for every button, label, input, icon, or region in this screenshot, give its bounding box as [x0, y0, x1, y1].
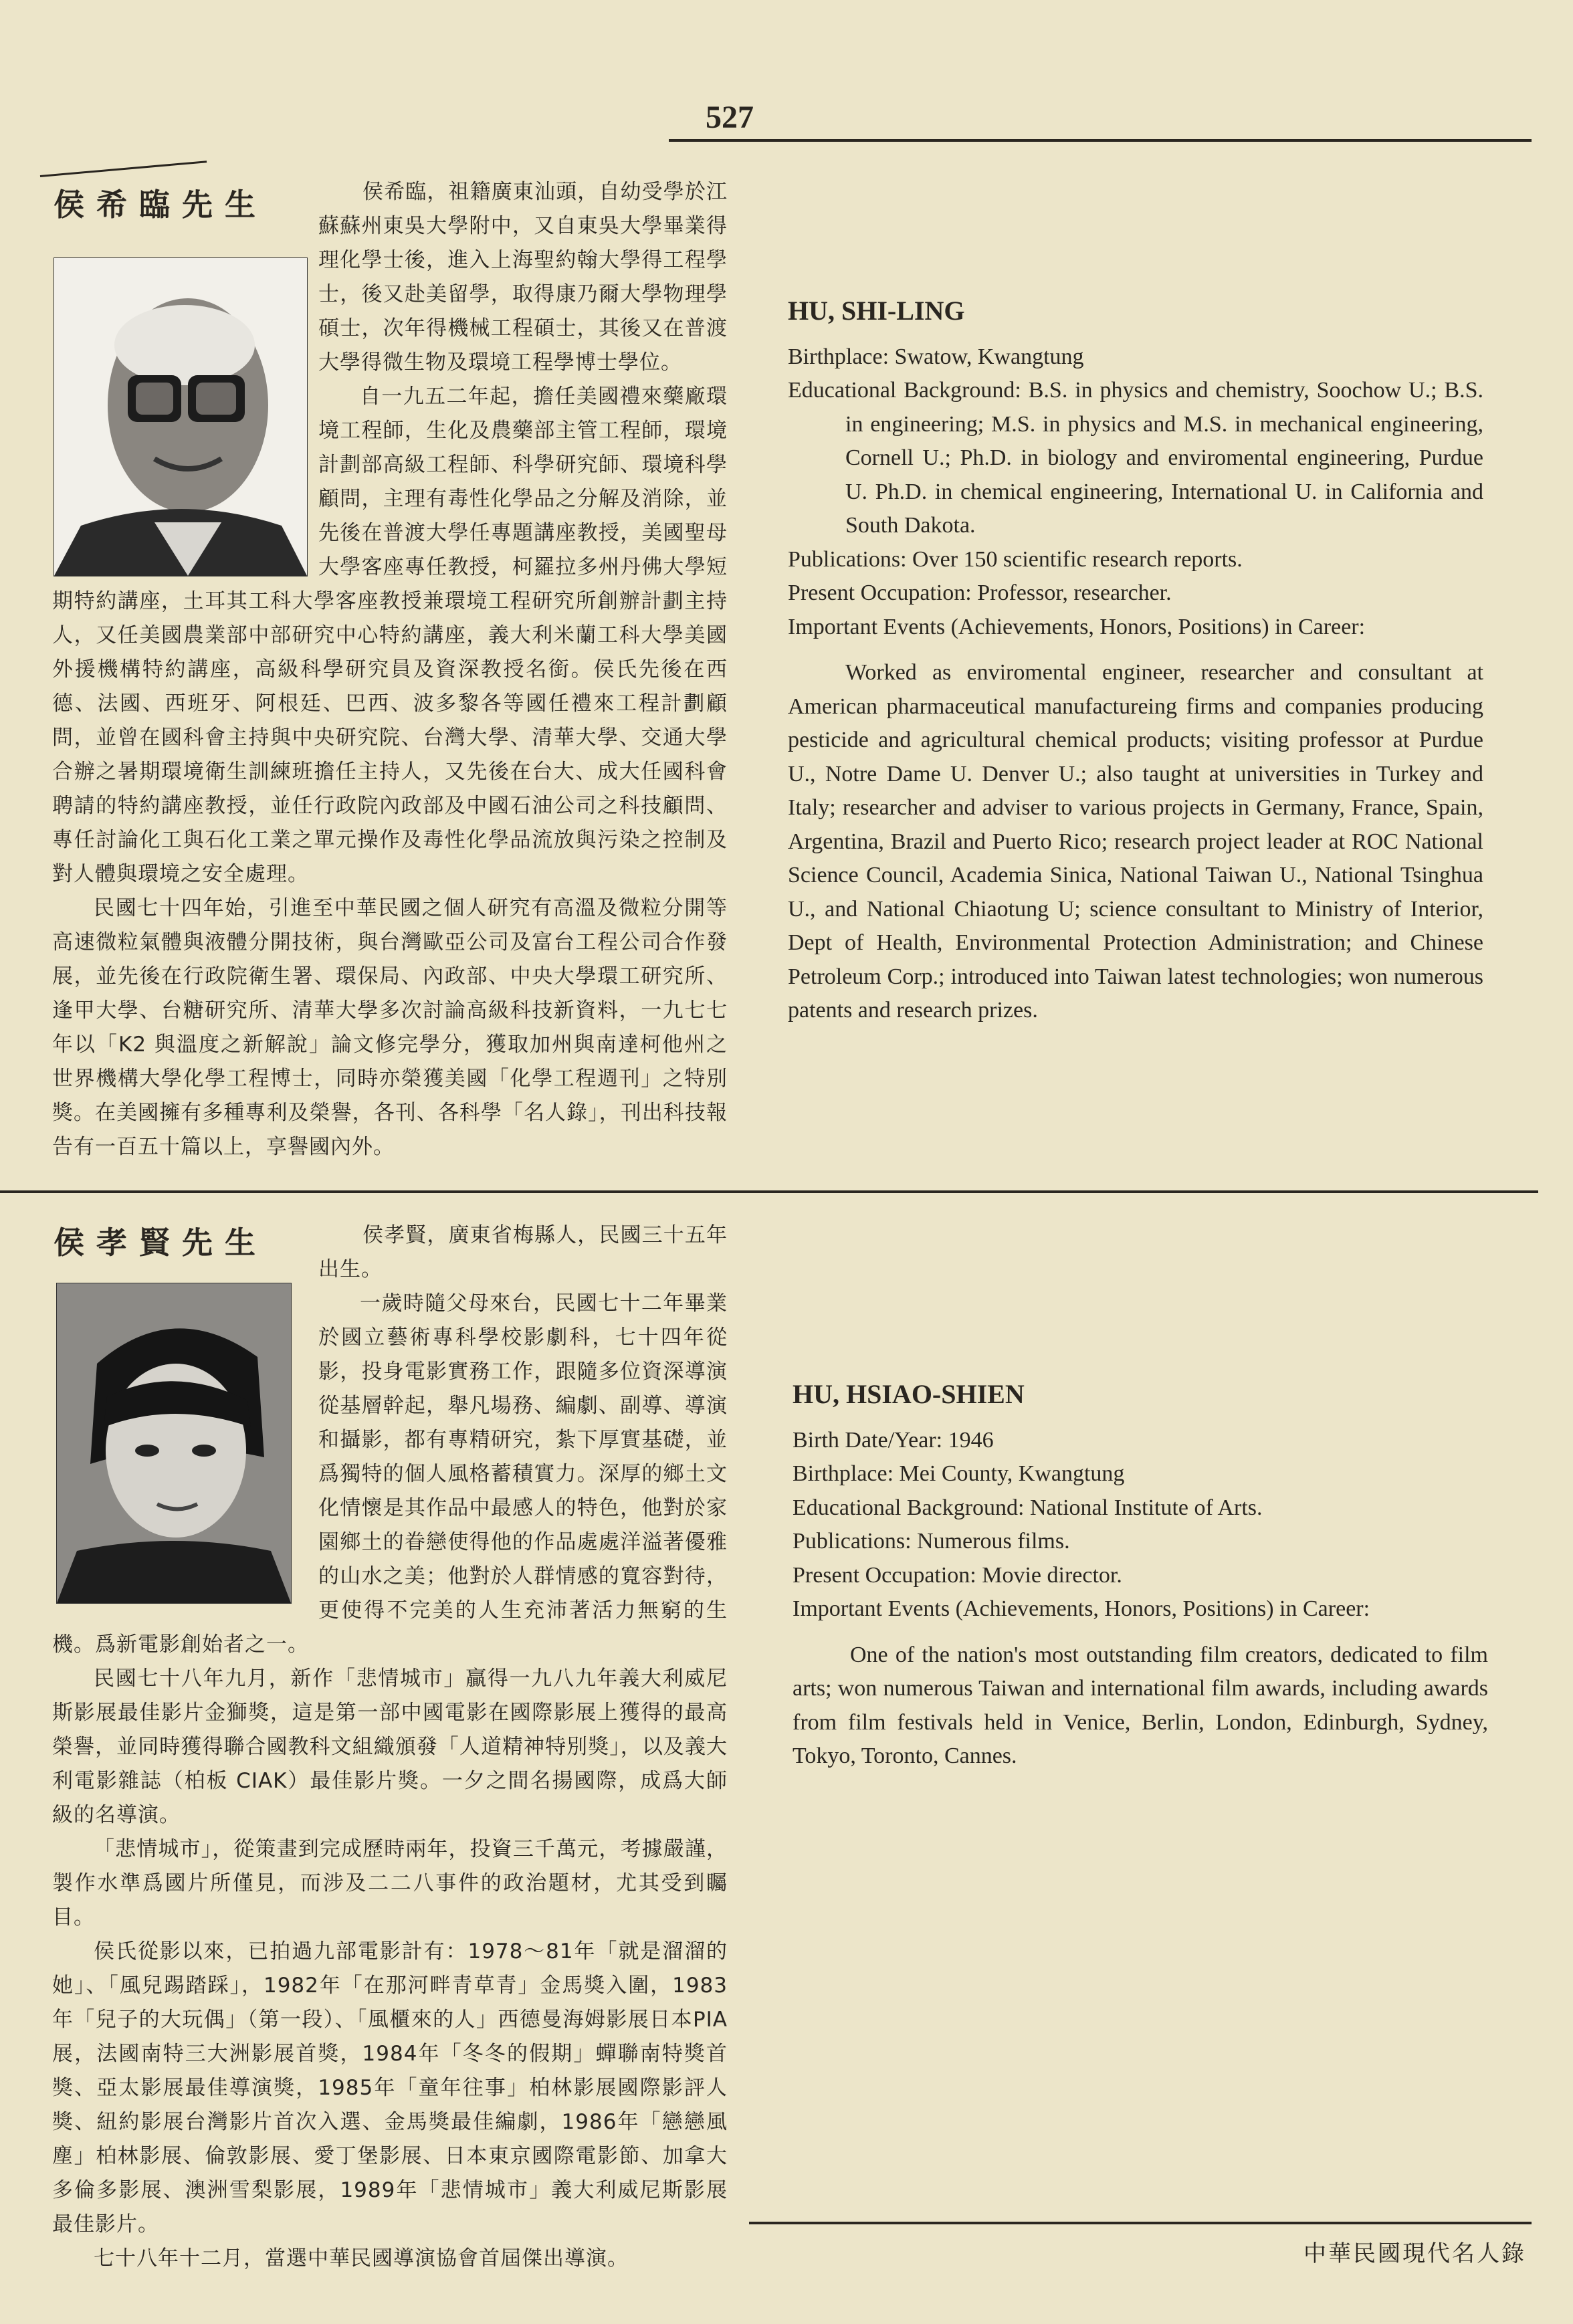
entry1-bio-p2: 自一九五二年起，擔任美國禮來藥廠環境工程師，生化及農藥部主管工程師，環境計劃部高級工程師、科學研究師、環境科學顧問，主理有毒性化學品之分解及消除，並先後在普渡大學任專題講座教授，美國聖母大學客座專任教授，柯羅拉多州丹佛大學短期特約講座，土耳其工科大學客座教授兼環境工程研究所創辦計劃主持人，又任美國農業部中部研究中心特約講座，義大利米蘭工科大學美國外援機構特約講座，高級科學研究員及資深教授名銜。侯氏先後在西德、法國、西班牙、阿根廷、巴西、波多黎各等國任禮來工程計劃顧問，並曾在國科會主持與中央研究院、台灣大學、清華大學、交通大學合辦之暑期環境衛生訓練班擔任主持人，又先後在台大、成大任國科會聘請的特約講座教授，並任行政院內政部及中國石油公司之科技顧問、專任討論化工與石化工業之單元操作及毒性化學品流放與污染之控制及對人體與環境之安全處理。 [52, 385, 728, 886]
page-number: 527 [706, 100, 754, 135]
entry2-education: Educational Background: National Institute of Arts. [793, 1495, 1263, 1520]
entry1-birthplace: Birthplace: Swatow, Kwangtung [788, 344, 1084, 369]
entry1-name-zh: 侯希臨先生 [54, 187, 268, 223]
entry2-bio-p2: 一歲時隨父母來台，民國七十二年畢業於國立藝術專科學校影劇科，七十四年從影，投身電影實務工作，跟隨多位資深導演從基層幹起，舉凡場務、編劇、副導、導演和攝影，都有專精研究，紮下厚實基礎，並爲獨特的個人風格蓄積實力。深厚的鄉土文化情懷是其作品中最感人的特色，他對於家園鄉土的眷戀使得他的作品處處洋溢著優雅的山水之美；他對於人群情感的寬容對待，更使得不完美的人生充沛著活力無窮的生機。爲新電影創始者之一。 [52, 1291, 728, 1657]
entry1-bio-p1: 侯希臨，祖籍廣東汕頭，自幼受學於江蘇蘇州東吳大學附中，又自東吳大學畢業得理化學士後，進入上海聖約翰大學得工程學士，後又赴美留學，取得康乃爾大學物理學碩士，次年得機械工程碩士，其後又在普渡大學得微生物及環境工程學博士學位。 [318, 180, 728, 375]
entry2-occupation: Present Occupation: Movie director. [793, 1562, 1122, 1588]
entry1-bio-p3: 民國七十四年始，引進至中華民國之個人研究有高溫及微粒分開等高速微粒氣體與液體分開技術，與台灣歐亞公司及富台工程公司合作發展，並先後在行政院衛生署、環保局、內政部、中央大學環工研究所、逢甲大學、台糖研究所、清華大學多次討論高級科技新資料，一九七七年以「K2 與溫度之新解說」論文修完學分，獲取加州與南達柯他州之世界機構大學化學工程博士，同時亦榮獲美國「化學工程週刊」之特別獎。在美國擁有多種專利及榮譽，各刊、各科學「名人錄」，刊出科技報告有一百五十篇以上，享譽國內外。 [52, 896, 728, 1159]
photo-float-spacer [52, 175, 318, 576]
entry2-bio-zh [52, 1219, 728, 2270]
entry2-bio-p4: 「悲情城市」，從策畫到完成歷時兩年，投資三千萬元，考據嚴謹，製作水準爲國片所僅見，而涉及二二八事件的政治題材，尤其受到矚目。 [52, 1837, 728, 1929]
entry2-bio-p5: 侯氏從影以來，已拍過九部電影計有：1978～81年「就是溜溜的她」、「風兒踢踏踩」，1982年「在那河畔青草青」金馬獎入圍，1983年「兒子的大玩偶」（第一段）、「風櫃來的人」西德曼海姆影展日本PIA展，法國南特三大洲影展首獎，1984年「冬冬的假期」蟬聯南特獎首獎、亞太影展最佳導演獎，1985年「童年往事」柏林影展國際影評人獎、紐約影展台灣影片首次入選、金馬獎最佳編劇，1986年「戀戀風塵」柏林影展、倫敦影展、愛丁堡影展、日本東京國際電影節、加拿大多倫多影展、澳洲雪梨影展，1989年「悲情城市」義大利威尼斯影展最佳影片。 [52, 1939, 728, 2236]
footer-book-title: 中華民國現代名人錄 [1303, 2240, 1526, 2267]
photo-float-spacer [52, 1219, 318, 1600]
top-rule [669, 139, 1532, 142]
entry2-bio-p6: 七十八年十二月，當選中華民國導演協會首屆傑出導演。 [94, 2246, 629, 2270]
entry1-bio-zh [52, 175, 728, 1182]
entry2-name-zh: 侯孝賢先生 [54, 1225, 268, 1261]
entry2-bio-p3: 民國七十八年九月，新作「悲情城市」贏得一九八九年義大利威尼斯影展最佳影片金獅獎，這是第一部中國電影在國際影展上獲得的最高榮譽，並同時獲得聯合國教科文組織頒發「人道精神特別獎」，以及義大利電影雜誌（柏板 CIAK）最佳影片獎。一夕之間名揚國際，成爲大師級的名導演。 [52, 1667, 728, 1827]
entry1-occupation: Present Occupation: Professor, researcher. [788, 580, 1172, 605]
entry1-name-en: HU, SHI-LING [788, 296, 965, 326]
bottom-rule [749, 2222, 1532, 2224]
entry1-events-body: Worked as enviromental engineer, researcher and consultant at American pharmaceutical manufactureing firms and companies producing pesticide and agricultural chemical products; visiting professor at Purdue U., Notre Dame U. Denver U.; also taught at universities in Turkey and Italy; researcher and adviser to various projects in Germany, France, Spain, Argentina, Brazil and Puerto Rico; research project leader at ROC National Science Council, Academia Sinica, National Taiwan U., National Tsinghua U., and National Chiaotung U; science consultant to Ministry of Interior, Dept of Health, Environmental Protection Administration; and Chinese Petroleum Corp.; introduced into Taiwan latest technologies; won numerous patents and research prizes. [788, 660, 1483, 1023]
entry2-events-label: Important Events (Achievements, Honors, Positions) in Career: [793, 1596, 1370, 1621]
entry2-name-en: HU, HSIAO-SHIEN [793, 1379, 1025, 1409]
entry2-english-column [793, 1378, 1488, 1774]
entry1-events-label: Important Events (Achievements, Honors, Positions) in Career: [788, 614, 1366, 639]
entry2-publications: Publications: Numerous films. [793, 1529, 1070, 1554]
entry1-publications: Publications: Over 150 scientific research reports. [788, 546, 1243, 572]
entry2-bio-p1: 侯孝賢，廣東省梅縣人，民國三十五年出生。 [318, 1223, 728, 1281]
entry1-english-column [788, 294, 1483, 1028]
entry2-events-body: One of the nation's most outstanding film creators, dedicated to film arts; won numerous Taiwan and international film awards, including awards from film festivals held in Venice, Berlin, London, Edinburgh, Sydney, Tokyo, Toronto, Cannes. [793, 1642, 1488, 1768]
entry2-birthplace: Birthplace: Mei County, Kwangtung [793, 1461, 1125, 1486]
entry1-education: Educational Background: B.S. in physics and chemistry, Soochow U.; B.S. in engineering; M.S. in physics and M.S. in mechanical engineering, Cornell U.; Ph.D. in biology and enviromental engineering, Purdue U. Ph.D. in chemical engineering, International U. in California and South Dakota. [788, 378, 1483, 538]
entry-divider [0, 1190, 1538, 1193]
entry2-birth-date: Birth Date/Year: 1946 [793, 1427, 994, 1453]
